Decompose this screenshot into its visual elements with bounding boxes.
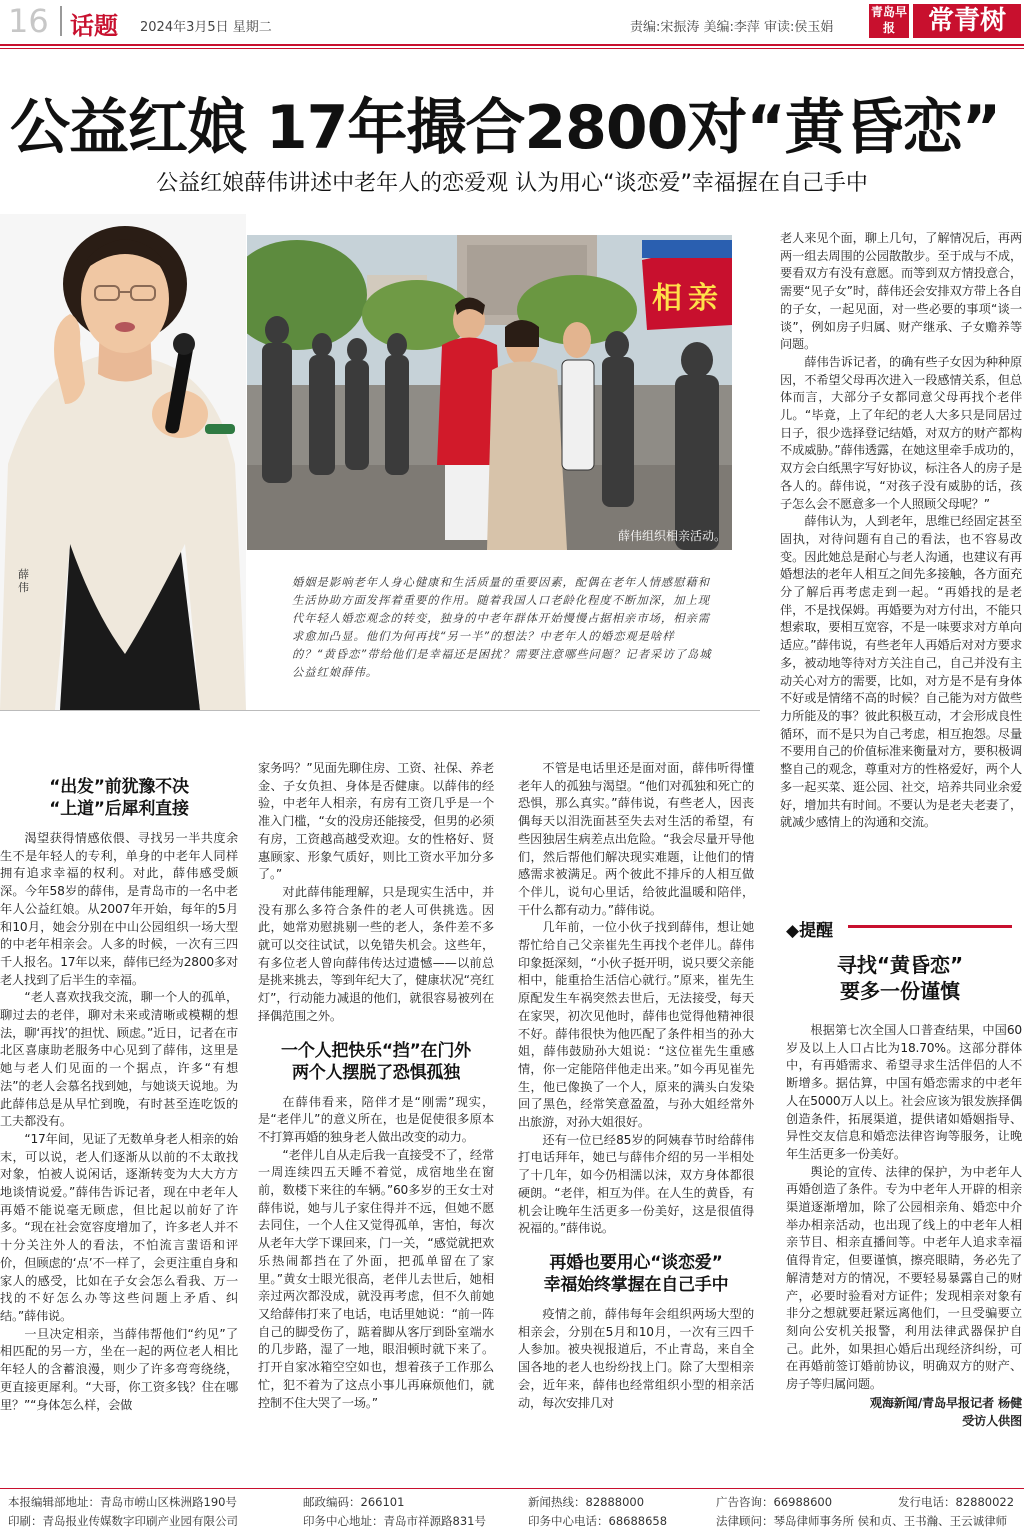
paragraph: 不管是电话里还是面对面，薛伟听得懂老年人的孤独与渴望。“他们对孤独和死亡的恐惧，那么真实。”薛伟说，有些老人，因丧偶每天以泪洗面甚至失去对生活的希望，有些因独居生病差点出危险。“我会尽量开导他们，然后帮他们解决现实难题，让他们的情感需求被满足。两个彼此不排斥的人相互做个伴儿，说句心里话，给彼此温暖和陪伴，干什么都有动力。”薛伟说。 (518, 761, 754, 917)
paragraph: 薛伟告诉记者，的确有些子女因为种种原因，不希望父母再次进入一段感情关系，但总体而言，大部分子女都同意父母再找个老伴儿。“毕竟，上了年纪的老人大多只是同居过日子，很少选择登记结婚，对双方的财产都构不成威胁。”薛伟透露，在她这里牵手成功的，双方会白纸黑字写好协议，标注各人的房子是各人的。薛伟说，“对孩子没有威胁的话，孩子怎么会不愿意多一个人照顾父母呢？” (780, 354, 1022, 511)
paragraph: “老伴儿自从走后我一直接受不了，经常一周连续四五天睡不着觉，成宿地坐在窗前，数楼下来往的车辆。”60多岁的王女士对薛伟说，她与儿子家住得并不远，但她不愿去同住，一个人住又觉得孤单，害怕，每次从老年大学下课回来，门一关，“感觉就把欢乐热闹都挡在了外面，把孤单留在了家里。”黄女士眼光很高，老伴儿去世后，她相亲过两次都没成，就没再考虑，但不久前她又给薛伟打来了电话，电话里她说：“前一阵自己的脚受伤了，踮着脚从客厅到卧室端水的几步路，湿了一地，眼泪顿时就下来了。打开自家冰箱空空如也，想着孩子工作那么忙，犯不着为了这点小事儿再麻烦他们，就控制不住大哭了一场。” (258, 1147, 494, 1410)
section-heading-2: 一个人把快乐“挡”在门外 两个人摆脱了恐惧孤独 (281, 1040, 471, 1083)
paragraph: 老人来见个面，聊上几句，了解情况后，再两两一组去周围的公园散散步。至于成与不成，要看双方有没有意愿。而等到双方情投意合，需要“见子女”时，薛伟还会安排双方带上各自的子女，一起见面，对一些必要的事项“谈一谈”，例如房子归属、财产继承、子女赡养等问题。 (780, 231, 1022, 352)
paragraph: 薛伟认为，人到老年，思维已经固定甚至固执，对待问题有自己的看法，也不容易改变。因此她总是耐心与老人沟通，也建议有再婚想法的老年人相互之间先多接触，各方面充分了解后再考虑走到一起。“再婚找的是老伴，不是找保姆。再婚要为对方付出，不能只想索取，要相互宽容，不是一味要求对方单向适应。”薛伟说，有些老年人再婚后对对方要求多，被动地等待对方关注自己，自己并没有主动关心对方的需要，比如，对方是不是有身体不好或是情绪不高的时候？自己能为对方做些力所能及的事？彼此积极互动，才会形成良性循环，而不是只为自己考虑，相互抱怨。尽量不要用自己的价值标准来衡量对方，要积极调整自己的观念，尊重对方的性格爱好，两个人多一起买菜、逛公园、社交，培养共同业余爱好，增加共有时间。不要认为是老夫老妻了，就减少感情上的沟通和交流。 (780, 514, 1022, 830)
byline-photo: 受访人供图 (962, 1413, 1022, 1428)
footer-address: 本报编辑部地址：青岛市崂山区株洲路190号 (8, 1495, 237, 1509)
footer-rule (0, 1488, 1024, 1489)
issue-date: 2024年3月5日 星期二 (140, 20, 272, 35)
page-number: 16 (8, 2, 49, 40)
header-rule (0, 44, 1024, 46)
article-column-1 (0, 770, 238, 1414)
paragraph: 对此薛伟能理解，只是现实生活中，并没有那么多符合条件的老人可供挑选。因此，她常劝慰挑剔一些的老人，条件差不多就可以交往试试，以免错失机会。这些年，有多位老人曾向薛伟传达过遗憾——以前总是挑来挑去，等到年纪大了，健康状况“亮红灯”，行动能力减退的他们，就很容易被列在择偶范围之外。 (258, 884, 494, 1023)
headline: 公益红娘 17年撮合2800对“黄昏恋” (10, 93, 1001, 163)
paragraph: 疫情之前，薛伟每年会组织两场大型的相亲会，分别在5月和10月，一次有三四千人参加。被央视报道后，不止青岛，来自全国各地的老人也纷纷找上门。除了大型相亲会，近年来，薛伟也经常组织小型的相亲活动，每次安排几对 (518, 1306, 754, 1410)
paragraph: 还有一位已经85岁的阿姨春节时给薛伟打电话拜年，她已与薛伟介绍的另一半相处了十几年，如今仍相濡以沫，双方身体都很硬朗。“老伴，相互为伴。在人生的黄昏，有机会让晚年生活更多一份美好，这是很值得祝福的。”薛伟说。 (518, 1132, 754, 1236)
remind-body (786, 1022, 1022, 1430)
paragraph: 舆论的宣传、法律的保护，为中老年人再婚创造了条件。专为中老年人开辟的相亲渠道逐渐增加，除了公园相亲角、婚恋中介举办相亲活动，也出现了线上的中老年人相亲节目、相亲直播间等。中老年人追求幸福值得肯定，但要谨慎，擦亮眼睛，务必先了解清楚对方的情况，不要轻易暴露自己的财产，必要时验看对方证件；发现相亲对象有非分之想就要赶紧远离他们，一旦受骗要立刻向公安机关报警，利用法律武器保护自己。此外，如果担心婚后出现经济纠纷，可在再婚前签订婚前协议，明确双方的财产、房子等归属问题。 (786, 1164, 1022, 1392)
portrait-label: 薛伟 (18, 568, 29, 594)
byline-reporter: 观海新闻/青岛早报记者 杨健 (869, 1395, 1022, 1410)
footer-print-phone: 印务中心电话：68688658 (528, 1514, 668, 1528)
section-heading-1: “出发”前犹豫不决 “上道”后犀利直接 (49, 777, 189, 819)
header-rule-thin (0, 48, 1024, 49)
footer-ads: 广告咨询：66988600 (716, 1495, 833, 1509)
footer-postal: 邮政编码：266101 (303, 1495, 405, 1509)
paragraph: 根据第七次全国人口普查结果，中国60岁及以上人口占比为18.70%。这部分群体中，有再婚需求、希望寻求生活伴侣的人不断增多。据估算，中国有婚恋需求的中老年人在5000万人以上。社会应该为银发族择偶创造条件，拓展渠道，提供诸如婚姻指导、异性交友信息和婚恋法律咨询等服务，让晚年生活更多一份美好。 (786, 1023, 1022, 1161)
footer-legal: 法律顾问：琴岛律师事务所 侯和贞、王书瀚、王云诚律师 (716, 1514, 1008, 1528)
event-sign: 相亲 (652, 281, 724, 316)
footer-news-hotline: 新闻热线：82888000 (528, 1495, 645, 1509)
subheadline: 公益红娘薛伟讲述中老年人的恋爱观 认为用心“谈恋爱”幸福握在自己手中 (156, 171, 868, 196)
footer-distribution: 发行电话：82880022 (898, 1495, 1015, 1509)
photo-area-rule (0, 710, 760, 711)
column-brand: 常青树 (913, 4, 1021, 38)
paragraph: “17年间，见证了无数单身老人相亲的始末，可以说，老人们逐渐从以前的不太敢找对象，怕被人说闲话，逐渐转变为大大方方地谈情说爱。”薛伟告诉记者，现在中老年人再婚不能说毫无顾虑，但比起以前好了许多。“现在社会宽容度增加了，许多老人并不十分关注外人的看法，不怕流言蜚语和评价，但顾虑的‘点’不一样了，会更注重自身和家人的感受，比如在子女会怎么看我、万一找的不好怎么办等这些问题上矛盾、纠结。”薛伟说。 (0, 1131, 238, 1323)
portrait-photo (0, 214, 246, 710)
article-column-2 (258, 760, 494, 1412)
article-column-3 (518, 760, 754, 1412)
header-divider (60, 6, 62, 36)
photo-caption: 薛伟组织相亲活动。 (617, 529, 726, 543)
article-intro: 婚姻是影响老年人身心健康和生活质量的重要因素，配偶在老年人情感慰藉和生活协助方面发挥着重要的作用。随着我国人口老龄化程度不断加深，加上现代年轻人婚恋观念的转变，独身的中老年群体开始慢慢占据相亲市场，相亲需求愈加凸显。他们为何再找“另一半”的想法？中老年人的婚恋观是啥样的？“黄昏恋”带给他们是幸福还是困扰？需要注意哪些问题？记者采访了岛城公益红娘薛伟。 (292, 576, 712, 679)
newspaper-logo: 青岛早报 (869, 4, 909, 38)
paragraph: 家务吗？”见面先聊住房、工资、社保、养老金、子女负担、身体是否健康。以薛伟的经验，中老年人相亲，有房有工资几乎是一个准入门槛，“女的没房还能接受，但男的必须有房，工资越高越受欢迎。女的性格好、贤惠顾家、形象气质好，则比工资水平加分多了。” (258, 761, 494, 882)
footer-printer: 印刷：青岛报业传媒数字印刷产业园有限公司 (8, 1514, 238, 1528)
paragraph: “老人喜欢找我交流，聊一个人的孤单，聊过去的老伴，聊对未来或清晰或模糊的想法，聊‘再找’的担忧、顾虑。”近日，记者在市北区喜康助老服务中心见到了薛伟，这里是她与老人们见面的一个据点，许多“有想法”的老人会慕名找到她，与她谈天说地。为此薛伟总是从早忙到晚，有时甚至连吃饭的工夫都没有。 (0, 990, 238, 1129)
editor-credits: 责编:宋振涛 美编:李萍 审读:侯玉娟 (630, 20, 834, 35)
section-title: 话题 (70, 12, 118, 40)
paragraph: 几年前，一位小伙子找到薛伟，想让她帮忙给自己父亲崔先生再找个老伴儿。薛伟印象挺深刻，“小伙子挺开明，说只要父亲能相中，能重拾生活信心就行。”原来，崔先生原配发生车祸突然去世后，无法接受，每天在家哭，初次见他时，薛伟也觉得他精神很不好。薛伟很快为他匹配了条件相当的孙大姐，薛伟鼓励孙大姐说：“这位崔先生重感情，你一定能陪伴他走出来。”如今再见崔先生，他已像换了一个人，原来的满头白发染回了黑色，经常笑意盈盈，与孙大姐经常外出旅游，对孙大姐很好。 (518, 920, 754, 1130)
section-heading-3: 再婚也要用心“谈恋爱” 幸福始终掌握在自己手中 (543, 1252, 729, 1295)
paragraph: 在薛伟看来，陪伴才是“刚需”现实，是“老伴儿”的意义所在，也是促使很多原本不打算再婚的独身老人做出改变的动力。 (258, 1094, 494, 1144)
event-photo (247, 235, 732, 550)
remind-accent-bar (848, 925, 1012, 928)
paragraph: 一旦决定相亲，当薛伟帮他们“约见”了相匹配的另一方，坐在一起的两位老人相比年轻人的含蓄浪漫，则少了许多弯弯绕绕，更直接更犀利。“大哥，你工资多钱？住在哪里？”“身体怎么样，会做 (0, 1326, 238, 1412)
paragraph: 渴望获得情感依偎、寻找另一半共度余生不是年轻人的专利，单身的中老年人同样拥有追求幸福的权利。对此，薛伟感受颇深。今年58岁的薛伟，是青岛市的一名中老年人公益红娘。从2007年开始，每年的5月和10月，她会分别在中山公园组织一场大型的中老年相亲会。人多的时候，一次有三四千人报名。17年以来，薛伟已经为2800多对老人找到了后半生的幸福。 (0, 831, 238, 987)
remind-tag: ◆提醒 (786, 921, 834, 941)
article-column-4 (780, 230, 1022, 832)
remind-heading: 寻找“黄昏恋” 要多一份谨慎 (836, 953, 964, 1003)
footer-print-center: 印务中心地址：青岛市祥源路831号 (303, 1514, 486, 1528)
portrait-illustration (0, 214, 246, 710)
